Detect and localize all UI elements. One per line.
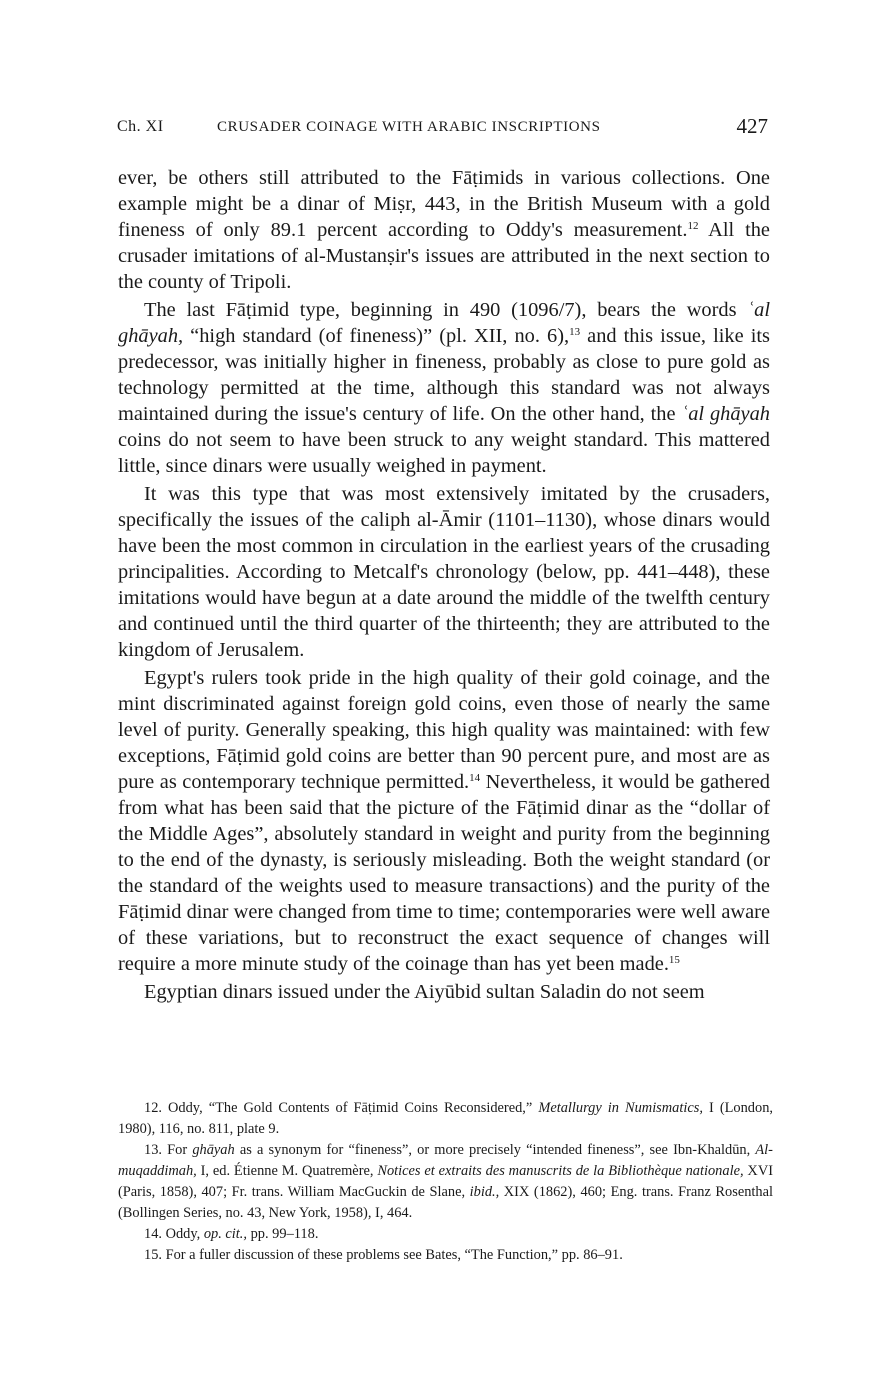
- italic-text: Al-muqaddimah,: [118, 1142, 773, 1179]
- italic-text: Notices et extraits des manuscrits de la Bibliothèque nationale,: [377, 1163, 744, 1179]
- paragraph: [118, 481, 770, 663]
- italic-text: ibid.,: [469, 1184, 500, 1200]
- italic-text: op. cit.,: [203, 1226, 247, 1242]
- running-title: CRUSADER COINAGE WITH ARABIC INSCRIPTIONS: [217, 119, 601, 135]
- text-run: as a synonym for “fineness”, or more precisely “intended fineness”, see Ibn-Khaldūn,: [234, 1142, 756, 1158]
- text-run: Egyptian dinars issued under the Aiyūbid sultan Saladin do not seem: [144, 981, 705, 1003]
- paragraph: [118, 297, 770, 479]
- italic-text: ʿal ghāyah,: [118, 299, 770, 347]
- text-run: All the crusader imitations of al-Mustanṣir's issues are attributed in the next section to the county of Tripoli.: [118, 219, 770, 293]
- page-number: 427: [736, 114, 768, 138]
- text-run: 12. Oddy, “The Gold Contents of Fāṭimid Coins Reconsidered,”: [144, 1100, 539, 1116]
- text-run: It was this type that was most extensively imitated by the crusaders, specifically the issues of the caliph al-Āmir (1101–1130), whose dinars would have been the most common in circulation in the earliest years of the crusading principalities. According to Metcalf's chronology (below, pp. 441–448), these imitations would have begun at a date around the middle of the twelfth century and continued until the third quarter of the thirteenth; they are attributed to the kingdom of Jerusalem.: [118, 483, 770, 661]
- footnote: [118, 1098, 773, 1140]
- text-run: coins do not seem to have been struck to any weight standard. This mattered little, since dinars were usually weighed in payment.: [118, 429, 770, 477]
- footnote-reference: 12: [687, 220, 699, 232]
- text-run: Egypt's rulers took pride in the high quality of their gold coinage, and the mint discriminated against foreign gold coins, even those of nearly the same level of purity. Generally speaking, this high quality was maintained: with few exceptions, Fāṭimid gold coins are better than 90 percent pure, and most are as pure as contemporary technique permitted.: [118, 667, 770, 793]
- text-run: ever, be others still attributed to the Fāṭimids in various collections. One example might be a dinar of Miṣr, 443, in the British Museum with a gold fineness of only 89.1 percent according to Oddy's measurement.: [118, 167, 770, 241]
- italic-text: ʿal ghāyah: [681, 403, 770, 425]
- footnote-reference: 15: [668, 954, 680, 966]
- text-run: The last Fāṭimid type, beginning in 490 (1096/7), bears the words: [144, 299, 748, 321]
- text-run: pp. 99–118.: [247, 1226, 319, 1242]
- text-run: 14. Oddy,: [144, 1226, 204, 1242]
- footnotes: [118, 1098, 773, 1266]
- text-run: I (London, 1980), 116, no. 811, plate 9.: [118, 1100, 773, 1137]
- chapter-label: Ch. XI: [117, 118, 164, 135]
- footnote: [118, 1140, 773, 1224]
- text-run: 15. For a fuller discussion of these problems see Bates, “The Function,” pp. 86–91.: [144, 1247, 623, 1263]
- text-run: XVI (Paris, 1858), 407; Fr. trans. William MacGuckin de Slane,: [118, 1163, 773, 1200]
- text-run: 13. For: [144, 1142, 193, 1158]
- footnote: [118, 1224, 773, 1245]
- paragraph: [118, 665, 770, 977]
- running-head: [117, 114, 768, 144]
- text-run: I, ed. Étienne M. Quatremère,: [196, 1163, 378, 1179]
- footnote-reference: 13: [569, 326, 581, 338]
- text-run: and this issue, like its predecessor, was initially higher in fineness, probably as close to pure gold as technology permitted at the time, although this standard was not always maintained during the issue's century of life. On the other hand, the: [118, 325, 770, 425]
- footnote-reference: 14: [469, 772, 481, 784]
- paragraph: [118, 979, 770, 1005]
- italic-text: ghāyah: [192, 1142, 235, 1158]
- footnote: [118, 1245, 773, 1266]
- text-run: XIX (1862), 460; Eng. trans. Franz Rosenthal (Bollingen Series, no. 43, New York, 1958), I, 464.: [118, 1184, 773, 1221]
- text-run: Nevertheless, it would be gathered from what has been said that the picture of the Fāṭimid dinar as the “dollar of the Middle Ages”, absolutely standard in weight and purity from the beginning to the end of the dynasty, is seriously misleading. Both the weight standard (or the standard of the weights used to measure transactions) and the purity of the Fāṭimid dinar were changed from time to time; contemporaries were well aware of these variations, but to reconstruct the exact sequence of changes will require a more minute study of the coinage than has yet been made.: [118, 771, 770, 975]
- main-text: [118, 165, 770, 1005]
- text-run: “high standard (of fineness)” (pl. XII, no. 6),: [183, 325, 570, 347]
- paragraph: [118, 165, 770, 295]
- italic-text: Metallurgy in Numismatics,: [538, 1100, 703, 1116]
